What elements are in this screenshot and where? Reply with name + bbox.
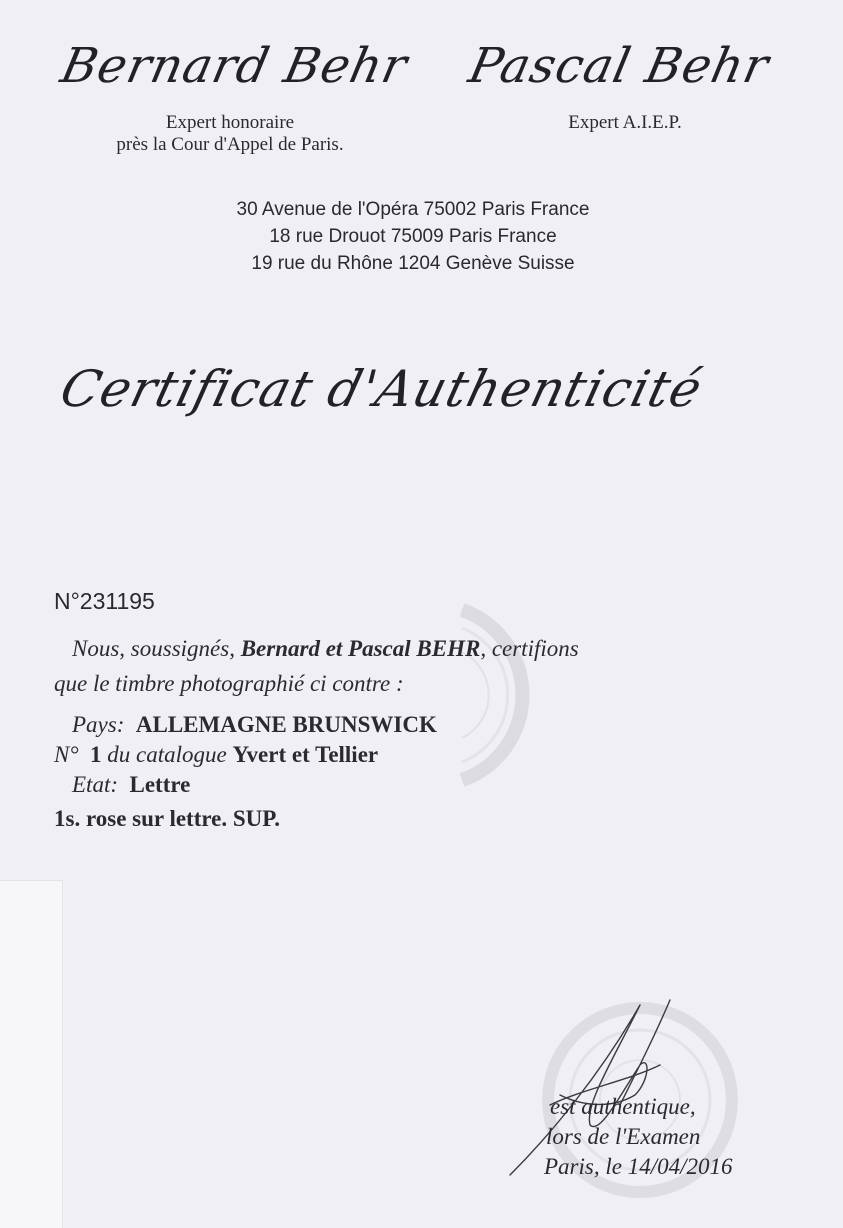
address-paris-opera: 30 Avenue de l'Opéra 75002 Paris France bbox=[236, 199, 590, 220]
expert-name-right: Pascal Behr bbox=[464, 38, 774, 94]
state-row bbox=[72, 772, 190, 798]
stamp-statement: que le timbre photographié ci contre : bbox=[54, 671, 404, 696]
left-title-line1: Expert honoraire bbox=[165, 112, 295, 133]
left-title-line2: près la Cour d'Appel de Paris. bbox=[116, 134, 344, 155]
number-label: N° bbox=[54, 742, 79, 767]
state-label: Etat: bbox=[72, 772, 118, 797]
certificate-title: Certificat d'Authenticité bbox=[54, 360, 709, 418]
state-value: Lettre bbox=[129, 772, 191, 797]
closing-line1: est authentique, bbox=[550, 1094, 696, 1119]
catalogue-row bbox=[54, 742, 378, 768]
embossed-seal-icon bbox=[442, 600, 592, 790]
expert-name-left: Bernard Behr bbox=[56, 38, 413, 94]
certify-intro: Nous, soussignés, bbox=[72, 636, 241, 661]
country-row bbox=[72, 712, 437, 738]
paper-edge bbox=[0, 880, 63, 1228]
certifiers-names: Bernard et Pascal BEHR bbox=[240, 636, 481, 661]
stamp-description: 1s. rose sur lettre. SUP. bbox=[54, 806, 280, 831]
country-value: ALLEMAGNE BRUNSWICK bbox=[135, 712, 437, 737]
address-paris-drouot: 18 rue Drouot 75009 Paris France bbox=[269, 226, 557, 247]
certify-line bbox=[72, 636, 579, 662]
closing-statement bbox=[530, 1092, 732, 1182]
closing-date: Paris, le 14/04/2016 bbox=[544, 1154, 733, 1179]
certificate-number: N°231195 bbox=[54, 588, 155, 614]
catalogue-value: Yvert et Tellier bbox=[232, 742, 379, 767]
left-expert-title bbox=[100, 112, 360, 156]
closing-line2: lors de l'Examen bbox=[546, 1124, 701, 1149]
address-block bbox=[150, 196, 676, 277]
country-label: Pays: bbox=[72, 712, 125, 737]
right-expert-title: Expert A.I.E.P. bbox=[568, 112, 682, 133]
number-value: 1 bbox=[90, 742, 102, 767]
catalogue-label: du catalogue bbox=[107, 742, 227, 767]
address-geneve: 19 rue du Rhône 1204 Genève Suisse bbox=[251, 253, 575, 274]
certify-verb: , certifions bbox=[480, 636, 579, 661]
